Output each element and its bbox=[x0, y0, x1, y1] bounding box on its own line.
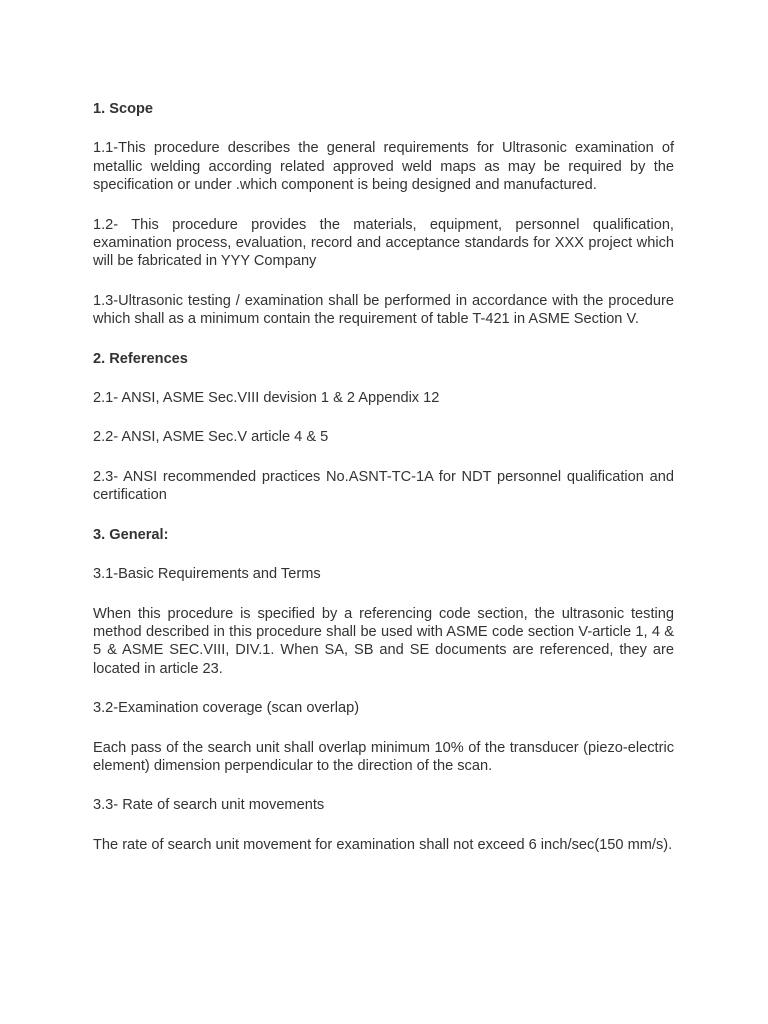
paragraph-2-1: 2.1- ANSI, ASME Sec.VIII devision 1 & 2 Appendix 12 bbox=[93, 390, 440, 407]
paragraph-3-2-body: Each pass of the search unit shall overlap minimum 10% of the transducer (piezo-electric element) dimension perpendicular to the direction of the scan. bbox=[93, 739, 674, 774]
paragraph-3-1-body: When this procedure is specified by a referencing code section, the ultrasonic testing method described in this procedure shall be used with ASME code section V-article 1, 4 & 5 & ASME SEC.VIII, DIV.1. When SA, SB and SE documents are referenced, they are located in article 23. bbox=[93, 605, 674, 677]
section-heading-general: 3. General: bbox=[93, 526, 169, 543]
paragraph-3-1: 3.1-Basic Requirements and Terms bbox=[93, 566, 321, 583]
paragraph-3-3-body: The rate of search unit movement for examination shall not exceed 6 inch/sec(150 mm/s). bbox=[93, 836, 673, 853]
paragraph-3-2: 3.2-Examination coverage (scan overlap) bbox=[93, 700, 360, 717]
document-page bbox=[93, 100, 674, 875]
paragraph-1-3: 1.3-Ultrasonic testing / examination shall be performed in accordance with the procedure which shall as a minimum contain the requirement of table T-421 in ASME Section V. bbox=[93, 292, 674, 328]
paragraph-2-3: 2.3- ANSI recommended practices No.ASNT-TC-1A for NDT personnel qualification and certification bbox=[93, 468, 674, 504]
paragraph-1-2: 1.2- This procedure provides the materials, equipment, personnel qualification, examination process, evaluation, record and acceptance standards for XXX project which will be fabricated in YYY Company bbox=[93, 216, 674, 270]
paragraph-2-2: 2.2- ANSI, ASME Sec.V article 4 & 5 bbox=[93, 429, 329, 446]
paragraph-3-3: 3.3- Rate of search unit movements bbox=[93, 797, 325, 814]
section-heading-scope: 1. Scope bbox=[93, 101, 154, 117]
paragraph-1-1: 1.1-This procedure describes the general requirements for Ultrasonic examination of metallic welding according related approved weld maps as may be required by the specification or under .which component is being designed and manufactured. bbox=[93, 140, 674, 194]
section-heading-references: 2. References bbox=[93, 350, 188, 367]
